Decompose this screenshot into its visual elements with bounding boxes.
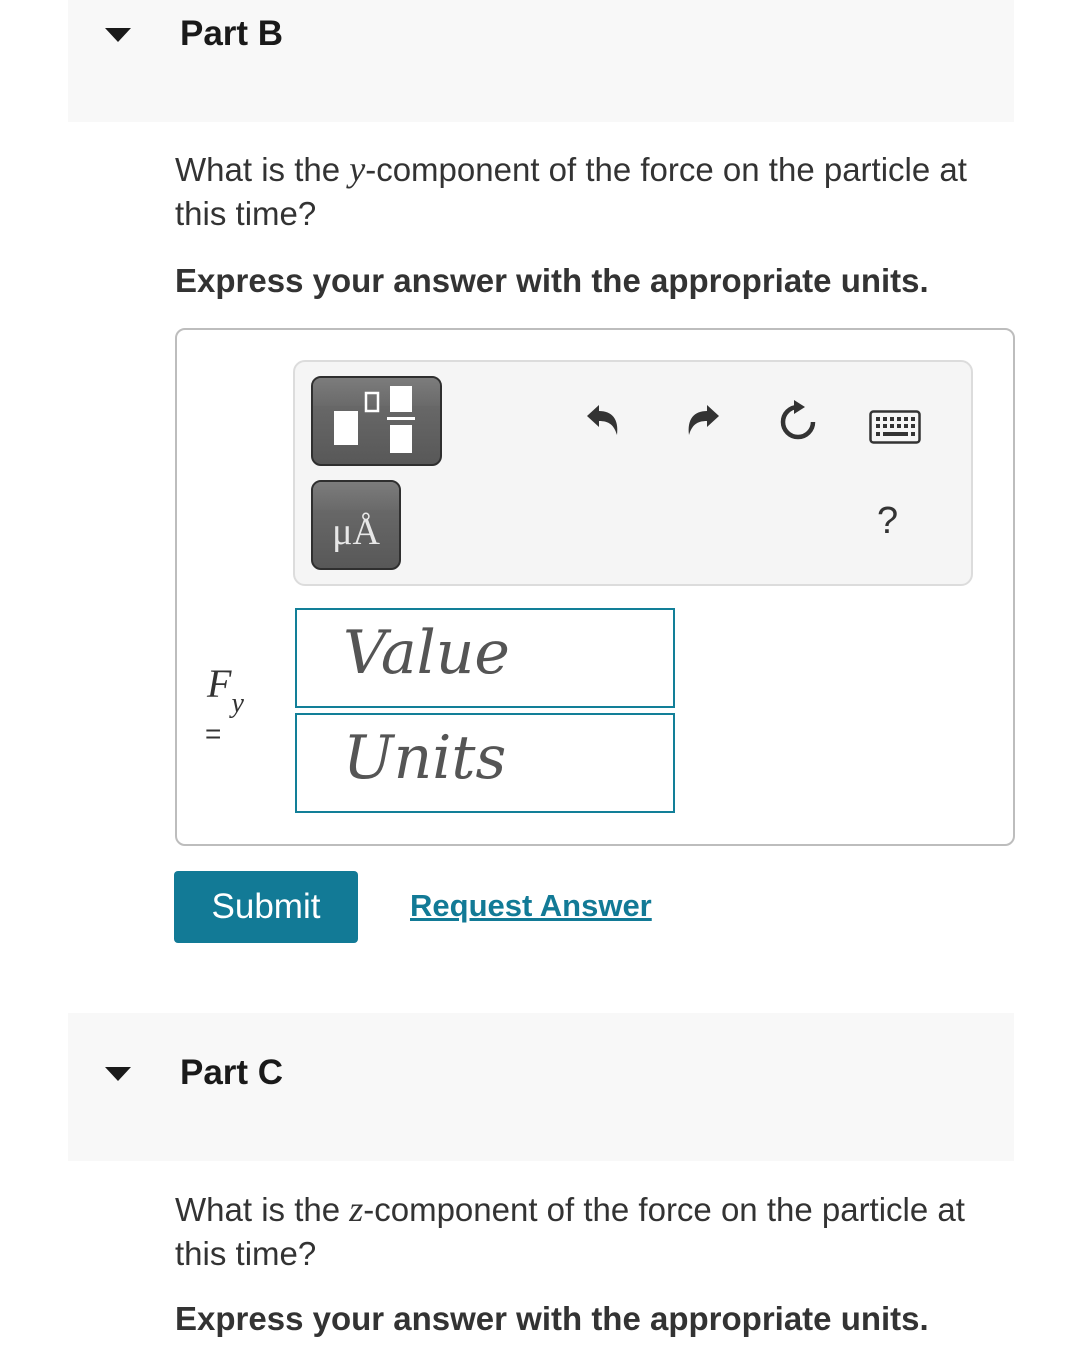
part-b-header[interactable] [68,0,1014,122]
request-answer-link[interactable]: Request Answer [410,888,652,923]
part-c-instruction: Express your answer with the appropriate units. [175,1300,929,1337]
value-input[interactable] [295,608,675,708]
submit-button[interactable]: Submit [174,871,358,943]
question-variable: z [349,1189,364,1229]
math-toolbar [293,360,973,586]
templates-button[interactable] [311,376,442,466]
redo-icon[interactable] [681,400,725,444]
fraction-template-icon [313,378,440,464]
units-input[interactable] [295,713,675,813]
part-c-header[interactable] [68,1013,1014,1161]
value-placeholder: Value [343,618,510,688]
units-placeholder: Units [343,723,507,793]
part-b-title: Part B [180,14,284,53]
answer-box [175,328,1015,846]
part-c-question: What is the z-component of the force on the particle at this time? [175,1189,965,1272]
variable-label: $F_y$ [207,661,244,719]
keyboard-icon[interactable] [869,410,921,444]
collapse-caret-icon[interactable] [105,28,131,42]
equals-sign: = [205,718,222,749]
question-variable: y [349,149,366,189]
part-b-question: What is the y-component of the force on the particle at this time? [175,149,967,232]
help-button[interactable]: ? [877,500,899,542]
part-c-title: Part C [180,1053,284,1092]
undo-icon[interactable] [581,400,625,444]
part-b-instruction: Express your answer with the appropriate units. [175,262,929,299]
collapse-caret-icon[interactable] [105,1067,131,1081]
reset-icon[interactable] [774,398,822,446]
units-button[interactable]: μÅ [311,480,401,570]
